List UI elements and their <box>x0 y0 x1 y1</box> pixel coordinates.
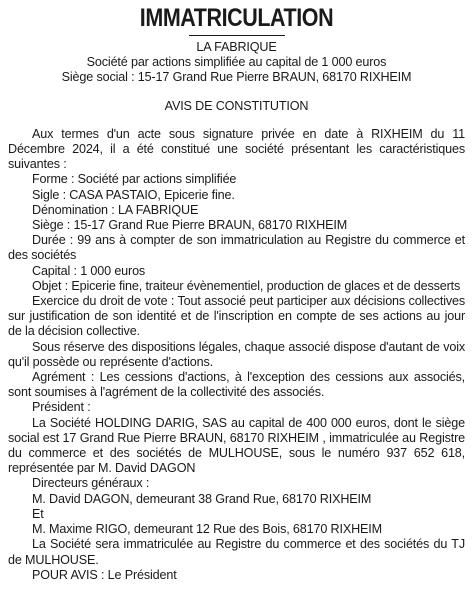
forme-line: Forme : Société par actions simplifiée <box>32 172 237 187</box>
president-paragraph: La Société HOLDING DARIG, SAS au capital de 400 000 euros, dont le siège social est 17 Grand Rue Pierre BRAUN, 68170 RIXHEIM , immatriculée au Registre du commerce et des sociétés de MULHOUSE, sous le numéro 937 652 618, représentée par M. David DAGON <box>8 415 465 476</box>
vote-paragraph: Exercice du droit de vote : Tout associé peut participer aux décisions collectives sur justification de son identité et de l'inscription en compte de ses actions au jour de la décision collective. <box>8 294 465 339</box>
company-seat: Siège social : 15-17 Grand Rue Pierre BRAUN, 68170 RIXHEIM <box>61 70 412 85</box>
duree-paragraph: Durée : 99 ans à compter de son immatriculation au Registre du commerce et des sociétés <box>8 233 465 263</box>
denomination-line: Dénomination : LA FABRIQUE <box>32 202 199 217</box>
sigle-line: Sigle : CASA PASTAIO, Epicerie fine. <box>32 187 235 202</box>
president-label: Président : <box>32 400 91 415</box>
company-header <box>8 40 465 86</box>
objet-line: Objet : Epicerie fine, traiteur évènementiel, production de glaces et de desserts <box>32 278 461 293</box>
company-form: Société par actions simplifiée au capital de 1 000 euros <box>86 55 387 70</box>
company-name: LA FABRIQUE <box>196 40 277 54</box>
directeur-1-line: M. David DAGON, demeurant 38 Grand Rue, 68170 RIXHEIM <box>32 491 372 506</box>
notice-heading: AVIS DE CONSTITUTION <box>164 98 309 113</box>
directeur-2-line: M. Maxime RIGO, demeurant 12 Rue des Bois, 68170 RIXHEIM <box>32 522 382 537</box>
notice-body <box>8 127 465 583</box>
title-divider <box>189 35 285 36</box>
directeurs-label: Directeurs généraux : <box>32 476 150 491</box>
capital-line: Capital : 1 000 euros <box>32 263 146 278</box>
agrement-paragraph: Agrément : Les cessions d'actions, à l'exception des cessions aux associés, sont soumises à l'agrément de la collectivité des associés. <box>8 370 465 400</box>
siege-line: Siège : 15-17 Grand Rue Pierre BRAUN, 68170 RIXHEIM <box>32 218 348 233</box>
signature-line: POUR AVIS : Le Président <box>32 567 177 582</box>
intro-paragraph: Aux termes d'un acte sous signature privée en date à RIXHEIM du 11 Décembre 2024, il a été constitué une société présentant les caractéristiques suivantes : <box>8 126 465 172</box>
immatriculation-paragraph: La Société sera immatriculée au Registre du commerce et des sociétés du TJ de MULHOUSE. <box>8 537 465 567</box>
et-line: Et <box>32 506 44 521</box>
notice-title: IMMATRICULATION <box>139 4 334 32</box>
voix-paragraph: Sous réserve des dispositions légales, chaque associé dispose d'autant de voix qu'il possède ou représente d'actions. <box>8 339 465 369</box>
